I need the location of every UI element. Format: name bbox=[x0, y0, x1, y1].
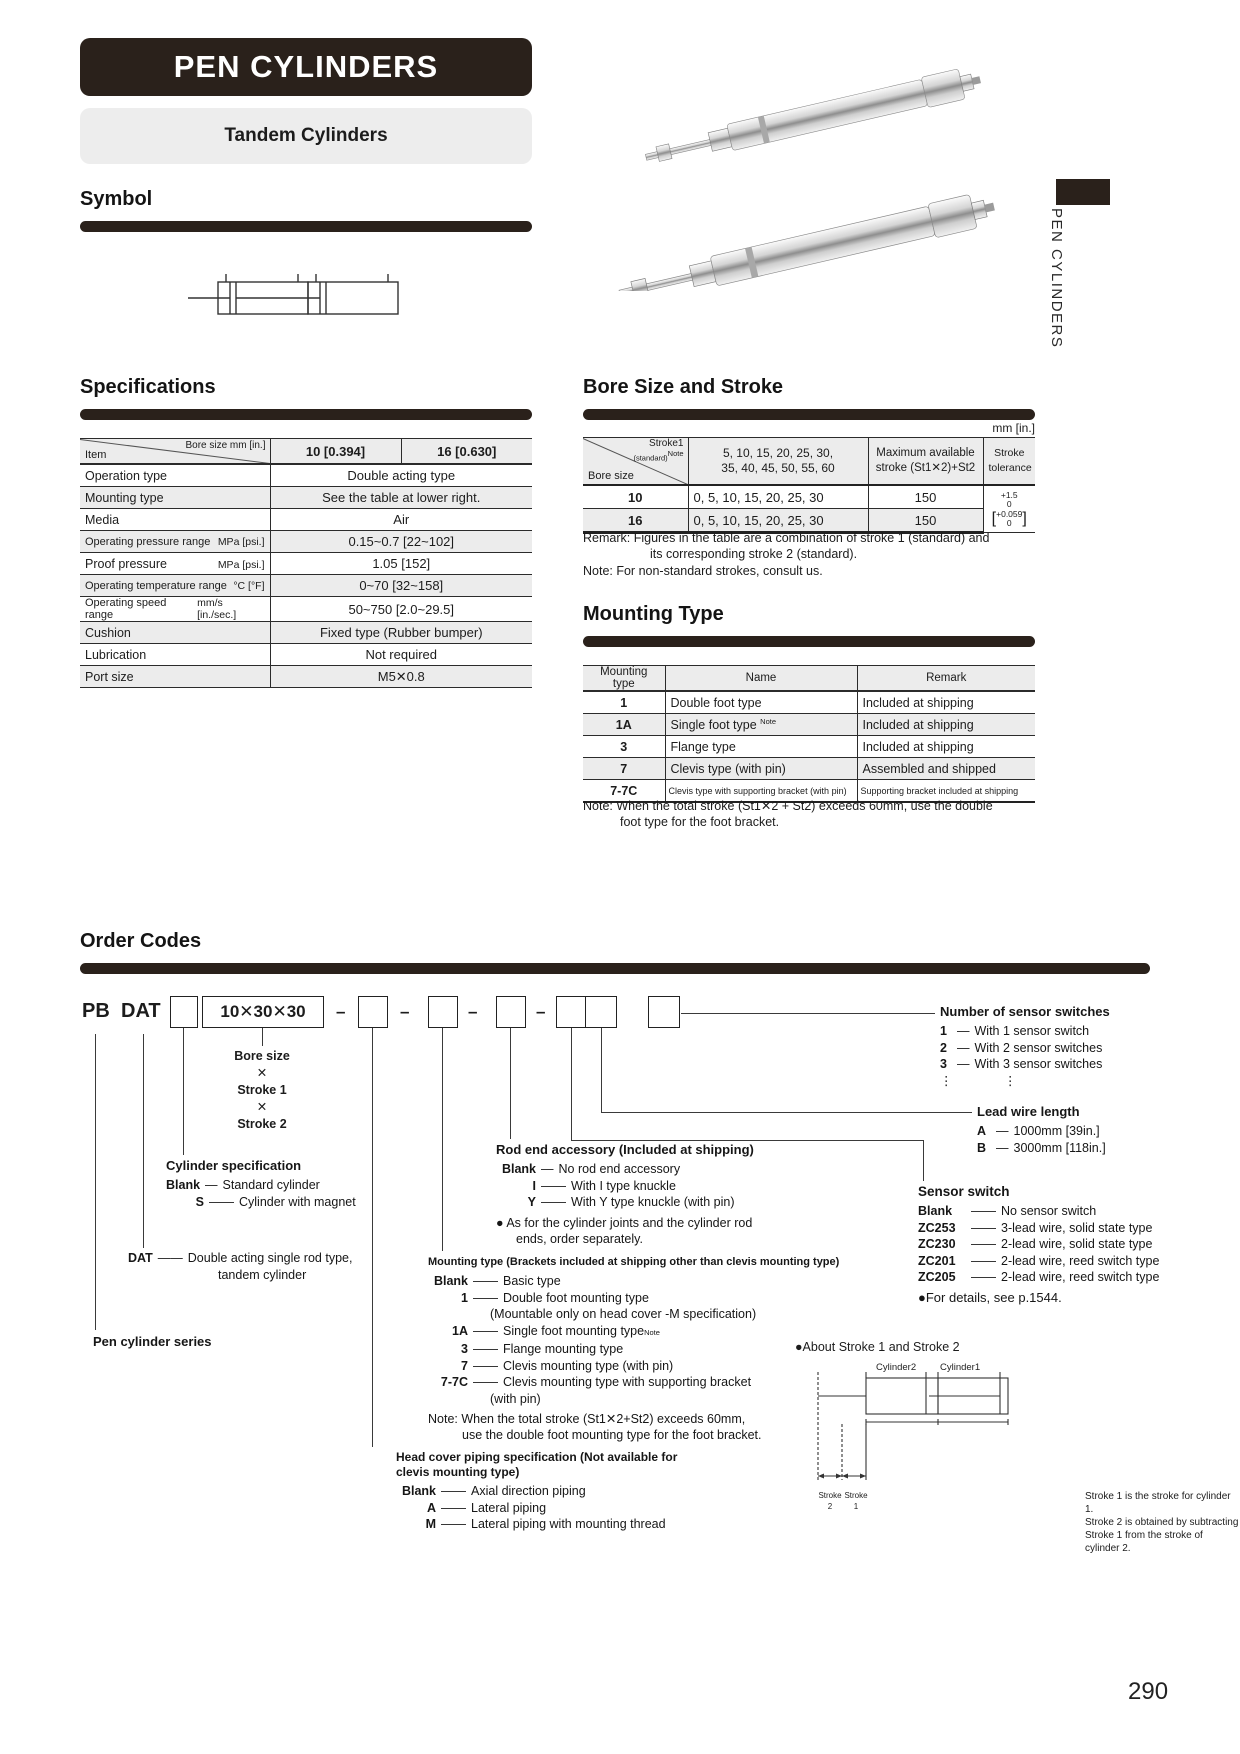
strokes-value: 0, 5, 10, 15, 20, 25, 30 bbox=[688, 485, 868, 509]
spec-label: Operating speed range bbox=[85, 597, 167, 621]
item-dash: —— bbox=[157, 1251, 183, 1265]
item-dash: —— bbox=[473, 1323, 498, 1338]
mnt-type: 1A bbox=[583, 714, 665, 736]
mounting-type-table bbox=[583, 665, 1035, 803]
table-row bbox=[80, 597, 532, 622]
spec-unit: MPa [psi.] bbox=[217, 535, 265, 548]
stroke1-num: 1 bbox=[853, 1502, 859, 1511]
item-dash: —— bbox=[473, 1358, 498, 1373]
mounting-type-heading: Mounting Type bbox=[583, 603, 724, 625]
spec-label: Cushion bbox=[85, 625, 131, 640]
item-code: A bbox=[426, 1500, 436, 1515]
table-row bbox=[80, 644, 532, 666]
table-row bbox=[80, 464, 532, 487]
item-text: Standard cylinder bbox=[222, 1178, 320, 1192]
spec-value: 0~70 [32~158] bbox=[270, 575, 532, 597]
code-box-sensor-switch bbox=[556, 996, 588, 1028]
cylinder-spec-block bbox=[166, 1158, 356, 1210]
code-prefix: PB bbox=[82, 1000, 110, 1022]
item-code: DAT bbox=[128, 1251, 153, 1265]
item-text: Axial direction piping bbox=[471, 1484, 586, 1498]
spec-corner-cell bbox=[80, 439, 270, 465]
item-text: Double acting single rod type, bbox=[187, 1251, 353, 1265]
item-dash: —— bbox=[971, 1204, 996, 1218]
tol-header-line2: tolerance bbox=[988, 462, 1032, 474]
connector-line bbox=[262, 1028, 263, 1046]
stroke2-label: Stroke bbox=[818, 1491, 842, 1500]
mnt-type: 3 bbox=[583, 736, 665, 758]
order-codes-heading: Order Codes bbox=[80, 930, 202, 952]
mnt-type: 7-7C bbox=[583, 780, 665, 803]
code-dash: – bbox=[468, 1002, 478, 1021]
item-dash: —— bbox=[971, 1270, 996, 1284]
table-row bbox=[80, 531, 532, 553]
table-row bbox=[80, 622, 532, 644]
item-dash: — bbox=[541, 1162, 554, 1176]
mnt-note-line1: Note: When the total stroke (St1✕2 + St2) exceeds 60mm, use the double bbox=[583, 799, 993, 813]
connector-line bbox=[442, 1028, 443, 1251]
mounting-code-block bbox=[428, 1254, 839, 1443]
item-text: (with pin) bbox=[490, 1391, 541, 1406]
specifications-table bbox=[80, 438, 532, 688]
rod-end-bullet2: ends, order separately. bbox=[516, 1231, 643, 1246]
bore-value: 10 bbox=[583, 485, 688, 509]
bracket-close: ] bbox=[1022, 509, 1027, 527]
spec-value: 1.05 [152] bbox=[270, 553, 532, 575]
mnt-remark: Supporting bracket included at shipping bbox=[857, 780, 1035, 803]
code-type: DAT bbox=[121, 1000, 161, 1022]
mounting-code-note1: Note: When the total stroke (St1✕2+St2) exceeds 60mm, bbox=[428, 1412, 746, 1426]
ellipsis: ⋮ bbox=[1004, 1073, 1017, 1088]
spec-value: M5✕0.8 bbox=[270, 666, 532, 688]
sensor-switch-details-note: ●For details, see p.1544. bbox=[918, 1289, 1062, 1305]
connector-line bbox=[95, 1034, 96, 1330]
connector-line bbox=[571, 1028, 572, 1140]
item-text: 2-lead wire, reed switch type bbox=[1001, 1253, 1160, 1268]
item-dash: —— bbox=[971, 1220, 996, 1235]
connector-line bbox=[571, 1140, 923, 1141]
code-box-lead-wire bbox=[585, 996, 617, 1028]
cylinder2-label: Cylinder2 bbox=[876, 1362, 917, 1373]
item-dash: —— bbox=[441, 1517, 466, 1531]
item-dash: — bbox=[957, 1024, 970, 1038]
mnt-type: 1 bbox=[583, 691, 665, 714]
cylinder-spec-heading: Cylinder specification bbox=[166, 1158, 302, 1173]
item-dash: — bbox=[957, 1040, 970, 1055]
table-row bbox=[583, 485, 1035, 509]
table-row bbox=[583, 509, 1035, 533]
code-box-size: 10✕30✕30 bbox=[202, 996, 324, 1028]
spec-value: Fixed type (Rubber bumper) bbox=[270, 622, 532, 644]
connector-line bbox=[601, 1112, 972, 1113]
item-code: I bbox=[532, 1178, 536, 1193]
product-photo-pen-cylinders bbox=[585, 36, 1030, 291]
head-cover-heading1: Head cover piping specification (Not available for bbox=[396, 1450, 678, 1464]
mnt-note-line2: foot type for the foot bracket. bbox=[620, 815, 780, 829]
item-code: 1 bbox=[461, 1290, 468, 1305]
stroke-note-line3: Stroke 1 from the stroke of cylinder 2. bbox=[1085, 1530, 1203, 1554]
item-text: No sensor switch bbox=[1001, 1204, 1097, 1218]
connector-line bbox=[183, 1028, 184, 1155]
item-text: With 3 sensor switches bbox=[974, 1057, 1103, 1071]
rod-end-block bbox=[496, 1142, 754, 1247]
mnt-type: 7 bbox=[583, 758, 665, 780]
strokes-value: 0, 5, 10, 15, 20, 25, 30 bbox=[688, 509, 868, 533]
item-text: With 2 sensor switches bbox=[974, 1040, 1103, 1055]
item-text: Flange mounting type bbox=[503, 1342, 624, 1356]
item-dash: —— bbox=[473, 1375, 498, 1389]
remark-line1: Remark: Figures in the table are a combination of stroke 1 (standard) and bbox=[583, 531, 990, 545]
mnt-header-type: Mounting type bbox=[583, 666, 665, 692]
item-code: ZC201 bbox=[918, 1253, 956, 1268]
item-code: S bbox=[195, 1194, 204, 1209]
sensor-count-block bbox=[940, 1004, 1110, 1089]
item-text: Basic type bbox=[503, 1274, 561, 1288]
table-row bbox=[80, 509, 532, 531]
item-text: 3-lead wire, solid state type bbox=[1001, 1220, 1153, 1235]
table-row bbox=[80, 553, 532, 575]
head-cover-heading2: clevis mounting type) bbox=[396, 1465, 520, 1479]
size-stack-x: ✕ bbox=[256, 1100, 268, 1114]
item-dash: —— bbox=[971, 1237, 996, 1251]
bore-corner-cell bbox=[583, 438, 688, 486]
table-row bbox=[80, 487, 532, 509]
item-text: Lateral piping with mounting thread bbox=[471, 1517, 666, 1531]
item-code: 1 bbox=[940, 1024, 947, 1038]
symbol-heading: Symbol bbox=[80, 188, 153, 210]
item-text: Cylinder with magnet bbox=[239, 1194, 356, 1209]
max-header-line1: Maximum available bbox=[876, 447, 975, 459]
item-text: 2-lead wire, reed switch type bbox=[1001, 1270, 1160, 1284]
cylinder1-label: Cylinder1 bbox=[940, 1362, 981, 1373]
item-code: B bbox=[977, 1140, 987, 1155]
spec-value: Air bbox=[270, 509, 532, 531]
bore-stroke-table bbox=[583, 437, 1035, 534]
item-code: Y bbox=[527, 1195, 536, 1209]
bore-stroke-bar bbox=[583, 409, 1035, 420]
item-dash: —— bbox=[209, 1194, 234, 1209]
code-dash: – bbox=[400, 1002, 410, 1021]
spec-label: Lubrication bbox=[85, 647, 147, 662]
item-code: Blank bbox=[501, 1162, 536, 1176]
connector-line bbox=[601, 1028, 602, 1112]
item-text: With Y type knuckle (with pin) bbox=[571, 1195, 735, 1209]
tol-header-line1: Stroke bbox=[994, 447, 1025, 459]
stroke-info-note bbox=[1085, 1490, 1240, 1555]
spec-value: 0.15~0.7 [22~102] bbox=[270, 531, 532, 553]
side-tab-label: PEN CYLINDERS bbox=[1048, 208, 1065, 349]
mounting-type-note bbox=[583, 798, 993, 830]
tol-in-top: +0.059 bbox=[996, 508, 1023, 519]
stroke-header-line1: 5, 10, 15, 20, 25, 30, bbox=[722, 446, 834, 460]
table-row bbox=[583, 714, 1035, 736]
stroke-info-heading: ●About Stroke 1 and Stroke 2 bbox=[795, 1340, 960, 1354]
page-title: PEN CYLINDERS bbox=[80, 38, 532, 96]
rod-end-bullet1: ● As for the cylinder joints and the cylinder rod bbox=[496, 1215, 753, 1230]
mnt-header-name: Name bbox=[665, 666, 857, 692]
stroke-note-line1: Stroke 1 is the stroke for cylinder 1. bbox=[1085, 1491, 1231, 1515]
code-box-mounting bbox=[428, 996, 458, 1028]
item-dash: —— bbox=[473, 1342, 498, 1356]
bracket-open: [ bbox=[991, 509, 997, 527]
table-row bbox=[80, 575, 532, 597]
spec-label: Port size bbox=[85, 669, 134, 684]
item-text: With 1 sensor switch bbox=[974, 1024, 1090, 1038]
stroke-diagram bbox=[798, 1358, 1048, 1518]
item-code: 7-7C bbox=[440, 1375, 468, 1389]
code-box-cylinder-spec bbox=[170, 996, 198, 1028]
size-stack-stroke2: Stroke 2 bbox=[237, 1117, 287, 1131]
bore-corner-top-sub: (standard) bbox=[633, 453, 668, 463]
rod-end-heading: Rod end accessory (Included at shipping) bbox=[496, 1142, 754, 1157]
lead-wire-heading: Lead wire length bbox=[977, 1104, 1080, 1119]
tol-in-bottom: 0 bbox=[1006, 517, 1012, 528]
spec-label: Operating pressure range bbox=[85, 535, 211, 548]
tandem-cylinder-symbol bbox=[178, 266, 428, 328]
max-stroke-value: 150 bbox=[868, 509, 983, 533]
mounting-type-bar bbox=[583, 636, 1035, 647]
bore-stroke-note: Note: For non-standard strokes, consult us. bbox=[583, 564, 823, 578]
item-dash: —— bbox=[441, 1500, 466, 1515]
item-dash: —— bbox=[473, 1274, 498, 1288]
item-code: Blank bbox=[166, 1178, 201, 1192]
size-stack-x: ✕ bbox=[256, 1066, 268, 1080]
series-label: Pen cylinder series bbox=[93, 1334, 212, 1349]
mnt-name: Flange type bbox=[665, 736, 857, 758]
spec-value: Not required bbox=[270, 644, 532, 666]
mnt-remark: Assembled and shipped bbox=[857, 758, 1035, 780]
ellipsis: ⋮ bbox=[940, 1073, 953, 1088]
stroke2-num: 2 bbox=[827, 1502, 833, 1511]
table-row bbox=[583, 758, 1035, 780]
item-dash: —— bbox=[473, 1290, 498, 1305]
item-code: A bbox=[977, 1124, 987, 1138]
lead-wire-block bbox=[977, 1104, 1106, 1156]
item-text: Lateral piping bbox=[471, 1500, 547, 1515]
item-dash: —— bbox=[541, 1178, 566, 1193]
spec-label: Media bbox=[85, 512, 120, 527]
specifications-bar bbox=[80, 409, 532, 420]
size-stack-bore: Bore size bbox=[234, 1049, 290, 1063]
bore-corner-note-sup: Note bbox=[667, 449, 684, 458]
page-number: 290 bbox=[1128, 1678, 1169, 1705]
code-dash: – bbox=[536, 1002, 546, 1021]
stroke1-label: Stroke bbox=[844, 1491, 868, 1500]
item-dash: — bbox=[205, 1178, 218, 1192]
table-row bbox=[583, 736, 1035, 758]
mnt-name: Clevis type (with pin) bbox=[665, 758, 857, 780]
unit-note: mm [in.] bbox=[992, 421, 1035, 435]
max-stroke-value: 150 bbox=[868, 485, 983, 509]
item-code: Blank bbox=[401, 1484, 436, 1498]
item-code: 2 bbox=[940, 1040, 947, 1055]
tol-mm-top: +1.5 bbox=[1000, 489, 1018, 500]
item-code: 1A bbox=[452, 1323, 468, 1338]
bore-stroke-remark bbox=[583, 530, 989, 562]
item-code: ZC253 bbox=[918, 1220, 956, 1235]
size-stack bbox=[226, 1048, 298, 1133]
size-stack-stroke1: Stroke 1 bbox=[237, 1083, 287, 1097]
mounting-code-heading: Mounting type (Brackets included at shipping other than clevis mounting type) bbox=[428, 1256, 840, 1268]
mnt-remark: Included at shipping bbox=[857, 714, 1035, 736]
item-code: 3 bbox=[461, 1342, 468, 1356]
mnt-name: Double foot type bbox=[665, 691, 857, 714]
table-row bbox=[583, 691, 1035, 714]
connector-line bbox=[372, 1028, 373, 1447]
mnt-remark: Included at shipping bbox=[857, 736, 1035, 758]
stroke-header-line2: 35, 40, 45, 50, 55, 60 bbox=[721, 461, 835, 475]
spec-value: Double acting type bbox=[270, 464, 532, 487]
item-dash: — bbox=[957, 1057, 970, 1071]
item-text: Clevis mounting type (with pin) bbox=[503, 1358, 674, 1373]
spec-unit: MPa [psi.] bbox=[217, 558, 265, 571]
spec-corner-top: Bore size mm [in.] bbox=[185, 440, 266, 451]
stroke-note-line2: Stroke 2 is obtained by subtracting bbox=[1085, 1517, 1239, 1528]
sensor-count-heading: Number of sensor switches bbox=[940, 1004, 1110, 1019]
item-dash: —— bbox=[441, 1484, 466, 1498]
bore-value: 16 bbox=[583, 509, 688, 533]
bore-stroke-heading: Bore Size and Stroke bbox=[583, 376, 784, 398]
spec-unit: mm/s [in./sec.] bbox=[197, 597, 237, 621]
max-header-line2: stroke (St1✕2)+St2 bbox=[875, 462, 976, 474]
order-codes-bar bbox=[80, 963, 1150, 974]
item-code: 3 bbox=[940, 1057, 947, 1071]
remark-line2: its corresponding stroke 2 (standard). bbox=[650, 547, 858, 561]
page-subtitle: Tandem Cylinders bbox=[80, 108, 532, 164]
spec-label: Proof pressure bbox=[85, 556, 167, 571]
item-text: (Mountable only on head cover -M specification) bbox=[490, 1307, 757, 1321]
sensor-switch-block bbox=[918, 1184, 1159, 1306]
item-text: tandem cylinder bbox=[218, 1267, 307, 1282]
item-text: Clevis mounting type with supporting bracket bbox=[503, 1375, 752, 1389]
connector-line bbox=[681, 1013, 935, 1014]
item-code: M bbox=[425, 1517, 436, 1531]
item-text: With I type knuckle bbox=[571, 1178, 676, 1193]
spec-label: Mounting type bbox=[85, 490, 164, 505]
item-dash: —— bbox=[971, 1253, 996, 1268]
code-box-rod-end bbox=[496, 996, 526, 1028]
item-code: Blank bbox=[918, 1204, 953, 1218]
spec-bore-col-16: 16 [0.630] bbox=[401, 439, 532, 465]
connector-line bbox=[510, 1028, 511, 1139]
note-sup: Note bbox=[644, 1327, 660, 1337]
specifications-heading: Specifications bbox=[80, 376, 216, 398]
spec-corner-bottom: Item bbox=[85, 449, 107, 461]
item-text: 3000mm [118in.] bbox=[1013, 1140, 1106, 1155]
item-text: Single foot mounting type bbox=[503, 1323, 645, 1338]
mnt-header-remark: Remark bbox=[857, 666, 1035, 692]
item-code: 7 bbox=[461, 1358, 468, 1373]
code-box-head-cover bbox=[358, 996, 388, 1028]
stroke-tolerance-cell bbox=[983, 485, 1035, 533]
item-text: 1000mm [39in.] bbox=[1013, 1124, 1100, 1138]
mnt-name: Clevis type with supporting bracket (with pin) bbox=[665, 780, 857, 803]
item-code: ZC230 bbox=[918, 1237, 956, 1251]
note-sup: Note bbox=[760, 716, 776, 726]
spec-unit: °C [°F] bbox=[233, 579, 265, 592]
spec-bore-col-10: 10 [0.394] bbox=[270, 439, 401, 465]
spec-value: See the table at lower right. bbox=[270, 487, 532, 509]
mnt-name: Single foot type $^{Note}$ bbox=[665, 714, 857, 736]
item-code: ZC205 bbox=[918, 1270, 956, 1284]
bore-corner-bottom: Bore size bbox=[588, 470, 634, 482]
item-code: Blank bbox=[433, 1274, 468, 1288]
code-box-sensor-count bbox=[648, 996, 680, 1028]
spec-value: 50~750 [2.0~29.5] bbox=[270, 597, 532, 622]
item-text: Double foot mounting type bbox=[503, 1290, 649, 1305]
spec-label: Operation type bbox=[85, 468, 167, 483]
item-dash: —— bbox=[541, 1195, 566, 1209]
mounting-code-note2: use the double foot mounting type for the foot bracket. bbox=[462, 1428, 762, 1442]
table-row bbox=[80, 666, 532, 688]
item-text: No rod end accessory bbox=[558, 1162, 681, 1176]
item-dash: — bbox=[996, 1140, 1009, 1155]
code-dash: – bbox=[336, 1002, 346, 1021]
connector-line bbox=[923, 1140, 924, 1181]
head-cover-block bbox=[396, 1450, 677, 1533]
connector-line bbox=[143, 1034, 144, 1248]
item-dash: — bbox=[996, 1124, 1009, 1138]
mnt-remark: Included at shipping bbox=[857, 691, 1035, 714]
symbol-bar bbox=[80, 221, 532, 232]
item-text: 2-lead wire, solid state type bbox=[1001, 1237, 1153, 1251]
sensor-switch-heading: Sensor switch bbox=[918, 1184, 1010, 1199]
spec-label: Operating temperature range bbox=[85, 579, 227, 592]
bore-corner-top: Stroke1 bbox=[649, 438, 684, 449]
dat-label-block bbox=[128, 1250, 352, 1283]
tol-mm-bottom: 0 bbox=[1006, 498, 1012, 509]
side-tab-marker bbox=[1056, 179, 1110, 205]
